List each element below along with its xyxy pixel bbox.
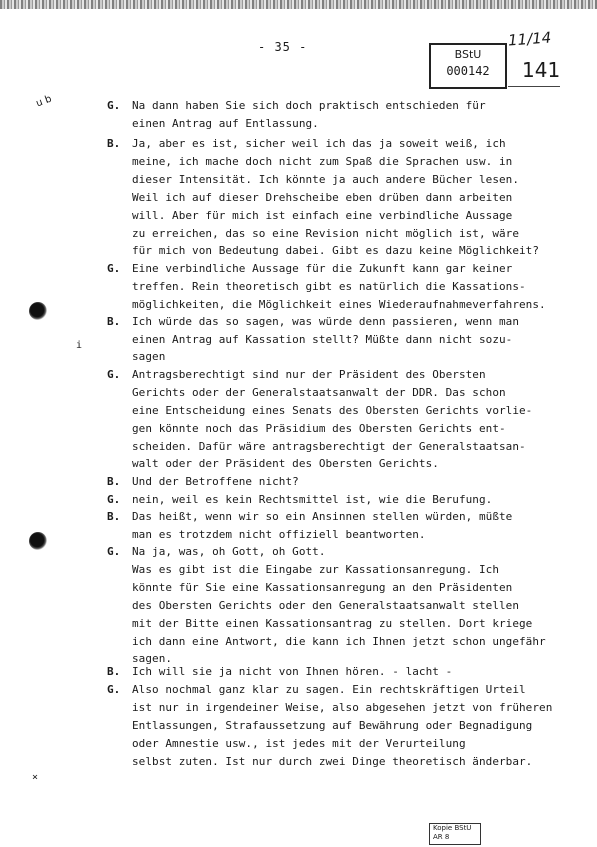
text-line: dieser Intensität. Ich könnte ja auch andere Bücher lesen. <box>132 173 520 186</box>
text-line: zu erreichen, das so eine Revision nicht möglich ist, wäre <box>132 227 520 240</box>
scan-edge <box>0 0 597 9</box>
text-line: sagen <box>132 350 166 363</box>
text-line: will. Aber für mich ist einfach eine verbindliche Aussage <box>132 209 513 222</box>
text-line: Antragsberechtigt sind nur der Präsident des Obersten <box>132 368 486 381</box>
text-line: walt oder der Präsident des Obersten Gerichts. <box>132 457 439 470</box>
speaker-marker: G. <box>107 493 121 506</box>
text-line: Na dann haben Sie sich doch praktisch entschieden für <box>132 99 486 112</box>
text-line: für mich von Bedeutung dabei. Gibt es dazu keine Möglichkeit? <box>132 244 540 257</box>
text-line: einen Antrag auf Kassation stellt? Müßte dann nicht sozu- <box>132 333 513 346</box>
text-line: Entlassungen, Strafaussetzung auf Bewährung oder Begnadigung <box>132 719 533 732</box>
punch-hole <box>29 532 47 550</box>
text-line: meine, ich mache doch nicht zum Spaß die Sprachen usw. in <box>132 155 513 168</box>
text-line: oder Amnestie usw., ist jedes mit der Verurteilung <box>132 737 466 750</box>
margin-tick: i <box>76 340 83 351</box>
speaker-marker: B. <box>107 665 121 678</box>
text-line: ich dann eine Antwort, die kann ich Ihnen jetzt schon ungefähr <box>132 635 546 648</box>
speaker-marker: B. <box>107 315 121 328</box>
speaker-marker: B. <box>107 510 121 523</box>
page-number: - 35 - <box>258 40 308 54</box>
text-line: des Obersten Gerichts oder den Generalstaatsanwalt stellen <box>132 599 520 612</box>
stamp-number: 000142 <box>446 64 490 78</box>
text-line: Also nochmal ganz klar zu sagen. Ein rechtskräftigen Urteil <box>132 683 526 696</box>
sheet-number: 141 <box>522 58 561 82</box>
text-line: treffen. Rein theoretisch gibt es natürlich die Kassations- <box>132 280 526 293</box>
text-line: Na ja, was, oh Gott, oh Gott. <box>132 545 326 558</box>
text-line: Und der Betroffene nicht? <box>132 475 299 488</box>
text-line: eine Entscheidung eines Senats des Obersten Gerichts vorlie- <box>132 404 533 417</box>
text-line: Ja, aber es ist, sicher weil ich das ja soweit weiß, ich <box>132 137 506 150</box>
speaker-marker: G. <box>107 368 121 381</box>
bstu-stamp <box>429 43 507 89</box>
text-line: Gerichts oder der Generalstaatsanwalt der DDR. Das schon <box>132 386 506 399</box>
stamp-underline <box>508 86 560 87</box>
speaker-marker: G. <box>107 99 121 112</box>
speaker-marker: G. <box>107 683 121 696</box>
text-line: man es trotzdem nicht offiziell beantworten. <box>132 528 426 541</box>
text-line: scheiden. Dafür wäre antragsberechtigt der Generalstaatsan- <box>132 440 526 453</box>
text-line: möglichkeiten, die Möglichkeit eines Wiederaufnahmeverfahrens. <box>132 298 546 311</box>
text-line: nein, weil es kein Rechtsmittel ist, wie die Berufung. <box>132 493 493 506</box>
text-line: könnte für Sie eine Kassationsanregung an den Präsidenten <box>132 581 513 594</box>
speaker-marker: G. <box>107 545 121 558</box>
text-line: einen Antrag auf Entlassung. <box>132 117 319 130</box>
copy-stamp-line: Kopie BStU <box>433 824 472 832</box>
speaker-marker: B. <box>107 475 121 488</box>
stamp-title: BStU <box>454 48 482 61</box>
text-line: Eine verbindliche Aussage für die Zukunft kann gar keiner <box>132 262 513 275</box>
text-line: sagen. <box>132 652 173 665</box>
margin-mark: u b <box>34 93 54 110</box>
copy-stamp-line: AR 8 <box>433 833 450 841</box>
text-line: gen könnte noch das Präsidium des Obersten Gerichts ent- <box>132 422 506 435</box>
text-line: mit der Bitte einen Kassationsantrag zu stellen. Dort kriege <box>132 617 533 630</box>
copy-stamp <box>429 823 481 845</box>
text-line: Weil ich auf dieser Drehscheibe eben drüben dann arbeiten <box>132 191 513 204</box>
punch-hole <box>29 302 47 320</box>
text-line: selbst zuten. Ist nur durch zwei Dinge theoretisch änderbar. <box>132 755 533 768</box>
text-line: Ich würde das so sagen, was würde denn passieren, wenn man <box>132 315 520 328</box>
speaker-marker: B. <box>107 137 121 150</box>
speaker-marker: G. <box>107 262 121 275</box>
text-line: Ich will sie ja nicht von Ihnen hören. - lacht - <box>132 665 453 678</box>
archive-reference: 11/14 <box>507 28 552 50</box>
text-line: ist nur in irgendeiner Weise, also abgesehen jetzt von früheren <box>132 701 553 714</box>
text-line: Was es gibt ist die Eingabe zur Kassationsanregung. Ich <box>132 563 499 576</box>
text-line: Das heißt, wenn wir so ein Ansinnen stellen würden, müßte <box>132 510 513 523</box>
margin-tick: × <box>32 772 39 783</box>
